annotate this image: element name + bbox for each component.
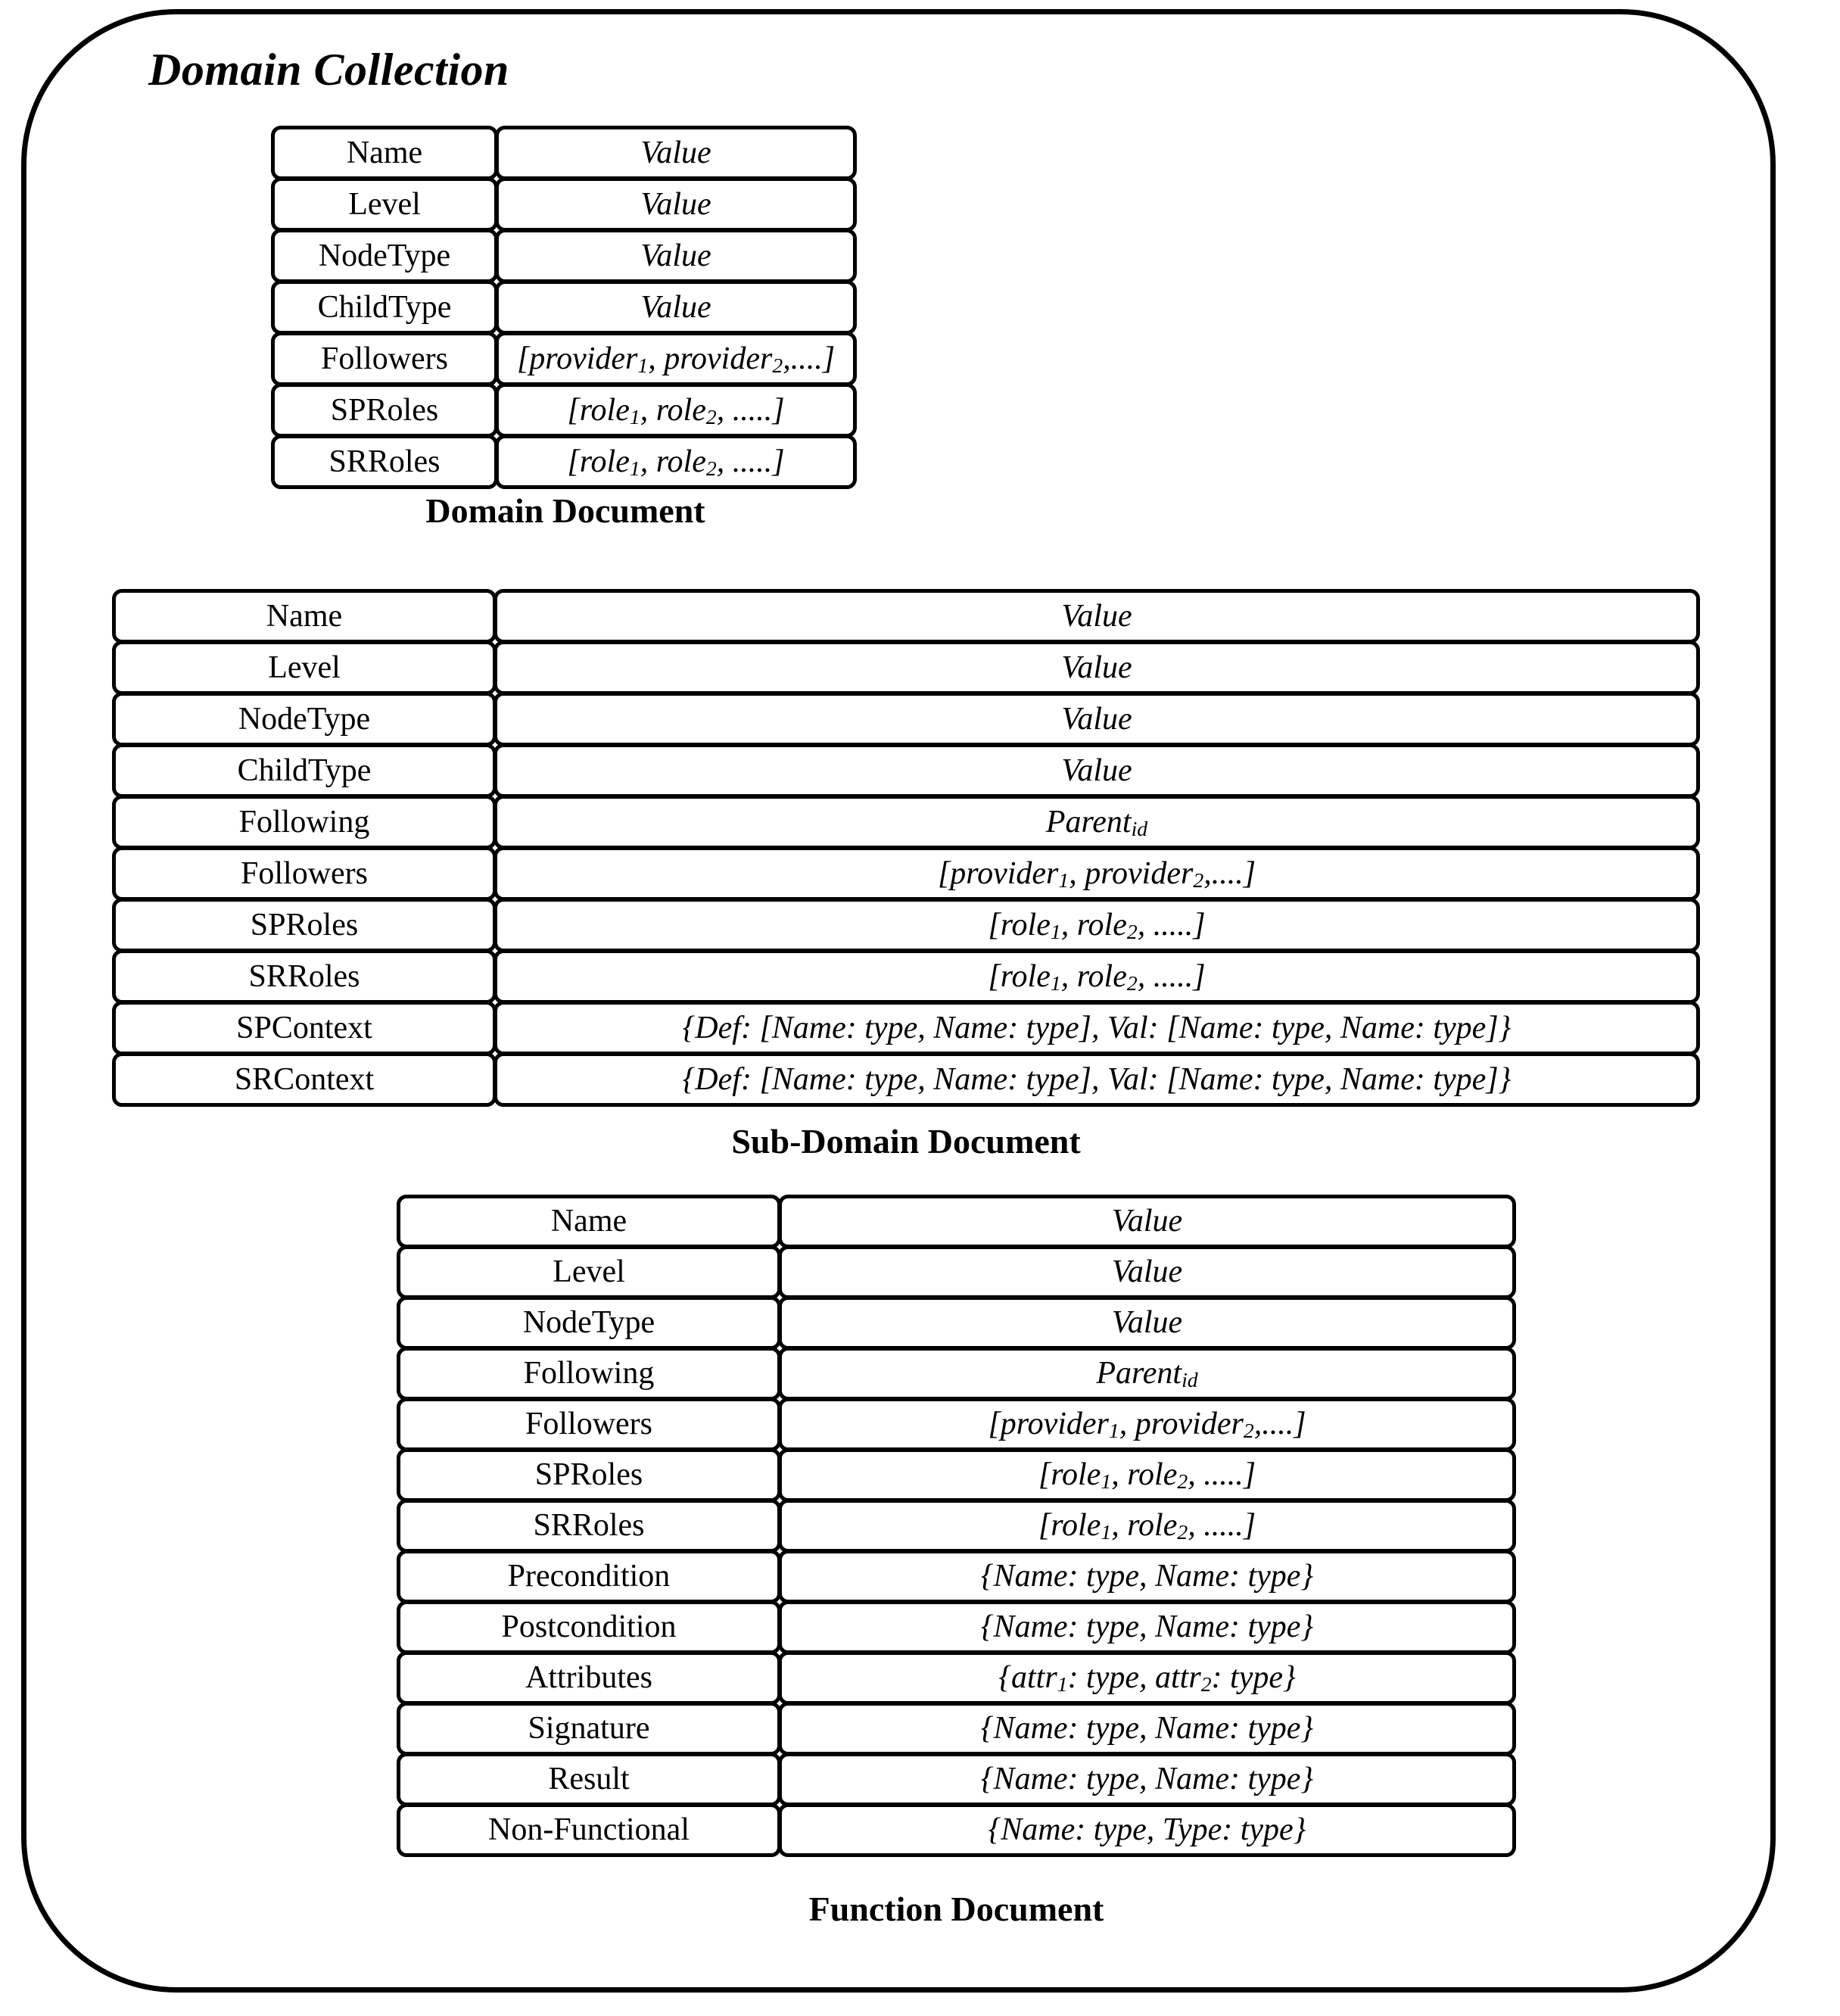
table-row — [112, 1001, 1700, 1055]
field-value-cell: [role $_1$ , role $_2$ , .....] — [493, 949, 1700, 1004]
table-row — [397, 1499, 1516, 1553]
field-value-cell: Value — [493, 589, 1700, 643]
field-label-cell: NodeType — [397, 1296, 781, 1350]
field-label-cell: Level — [112, 640, 497, 695]
field-value-cell: Value — [778, 1296, 1516, 1350]
table-row — [112, 692, 1700, 746]
field-value-cell: {Name: type, Name: type} — [778, 1702, 1516, 1756]
field-label-cell: ChildType — [112, 743, 497, 798]
collection-title: Domain Collection — [148, 45, 509, 95]
field-label-cell: Name — [112, 589, 497, 643]
field-label-cell: Followers — [271, 332, 498, 386]
field-label-cell: SPContext — [112, 1001, 497, 1055]
field-value-cell: Parent $_{id}$ — [778, 1347, 1516, 1401]
field-label-cell: SRContext — [112, 1052, 497, 1107]
table-row — [271, 126, 857, 180]
field-value-cell: Parent $_{id}$ — [493, 795, 1700, 849]
table-row — [397, 1550, 1516, 1603]
table-row — [397, 1702, 1516, 1756]
field-value-cell: [provider $_1$ , provider $_2$ ,....] — [495, 332, 857, 386]
field-value-cell: [provider $_1$ , provider $_2$ ,....] — [778, 1397, 1516, 1451]
field-label-cell: Followers — [112, 846, 497, 901]
field-label-cell: SPRoles — [397, 1448, 781, 1502]
table-row — [397, 1296, 1516, 1350]
field-value-cell: Value — [495, 126, 857, 180]
field-label-cell: Following — [112, 795, 497, 849]
field-label-cell: Signature — [397, 1702, 781, 1756]
table-row — [271, 280, 857, 335]
field-label-cell: Precondition — [397, 1550, 781, 1603]
field-value-cell: {Name: type, Name: type} — [778, 1550, 1516, 1603]
field-value-cell: [role $_1$ , role $_2$ , .....] — [495, 383, 857, 438]
field-value-cell: [role $_1$ , role $_2$ , .....] — [495, 435, 857, 489]
field-label-cell: Attributes — [397, 1651, 781, 1705]
field-label-cell: Following — [397, 1347, 781, 1401]
field-label-cell: NodeType — [112, 692, 497, 746]
sub-domain-document-caption: Sub-Domain Document — [731, 1122, 1081, 1161]
field-value-cell: Value — [495, 229, 857, 283]
sub-domain-document-table — [112, 589, 1700, 1107]
field-label-cell: NodeType — [271, 229, 498, 283]
table-row — [271, 332, 857, 386]
field-label-cell: Non-Functional — [397, 1803, 781, 1857]
domain-document-caption: Domain Document — [425, 491, 705, 530]
table-row — [397, 1753, 1516, 1806]
table-row — [397, 1195, 1516, 1248]
table-row — [397, 1448, 1516, 1502]
field-label-cell: SRRoles — [271, 435, 498, 489]
table-row — [397, 1600, 1516, 1654]
field-label-cell: SPRoles — [271, 383, 498, 438]
field-value-cell: [role $_1$ , role $_2$ , .....] — [493, 898, 1700, 952]
field-value-cell: Value — [493, 743, 1700, 798]
table-row — [112, 743, 1700, 798]
field-value-cell: {Name: type, Name: type} — [778, 1600, 1516, 1654]
function-document-caption: Function Document — [808, 1890, 1104, 1928]
table-row — [112, 589, 1700, 643]
table-row — [271, 177, 857, 232]
table-row — [271, 383, 857, 438]
field-label-cell: Result — [397, 1753, 781, 1806]
field-label-cell: Postcondition — [397, 1600, 781, 1654]
table-row — [112, 795, 1700, 849]
table-row — [397, 1803, 1516, 1857]
field-label-cell: SRRoles — [112, 949, 497, 1004]
field-value-cell: {Name: type, Type: type} — [778, 1803, 1516, 1857]
field-value-cell: [role $_1$ , role $_2$ , .....] — [778, 1499, 1516, 1553]
field-value-cell: Value — [778, 1195, 1516, 1248]
function-document-table — [397, 1195, 1516, 1857]
field-value-cell: [provider $_1$ , provider $_2$ ,....] — [493, 846, 1700, 901]
table-row — [271, 229, 857, 283]
field-label-cell: Name — [397, 1195, 781, 1248]
field-value-cell: [role $_1$ , role $_2$ , .....] — [778, 1448, 1516, 1502]
field-value-cell: {Def: [Name: type, Name: type], Val: [Name: type, Name: type]} — [493, 1001, 1700, 1055]
field-value-cell: Value — [778, 1245, 1516, 1299]
field-label-cell: Level — [271, 177, 498, 232]
field-label-cell: Followers — [397, 1397, 781, 1451]
table-row — [112, 846, 1700, 901]
table-row — [397, 1245, 1516, 1299]
field-value-cell: Value — [493, 640, 1700, 695]
field-label-cell: ChildType — [271, 280, 498, 335]
field-value-cell: Value — [495, 280, 857, 335]
table-row — [112, 1052, 1700, 1107]
table-row — [112, 949, 1700, 1004]
field-label-cell: SPRoles — [112, 898, 497, 952]
table-row — [271, 435, 857, 489]
field-value-cell: {Def: [Name: type, Name: type], Val: [Name: type, Name: type]} — [493, 1052, 1700, 1107]
table-row — [397, 1347, 1516, 1401]
field-value-cell: {Name: type, Name: type} — [778, 1753, 1516, 1806]
table-row — [112, 640, 1700, 695]
table-row — [397, 1397, 1516, 1451]
field-value-cell: {attr $_1$ : type, attr $_2$ : type} — [778, 1651, 1516, 1705]
field-value-cell: Value — [495, 177, 857, 232]
table-row — [397, 1651, 1516, 1705]
field-label-cell: Level — [397, 1245, 781, 1299]
field-label-cell: SRRoles — [397, 1499, 781, 1553]
table-row — [112, 898, 1700, 952]
field-value-cell: Value — [493, 692, 1700, 746]
domain-document-table — [271, 126, 857, 489]
field-label-cell: Name — [271, 126, 498, 180]
